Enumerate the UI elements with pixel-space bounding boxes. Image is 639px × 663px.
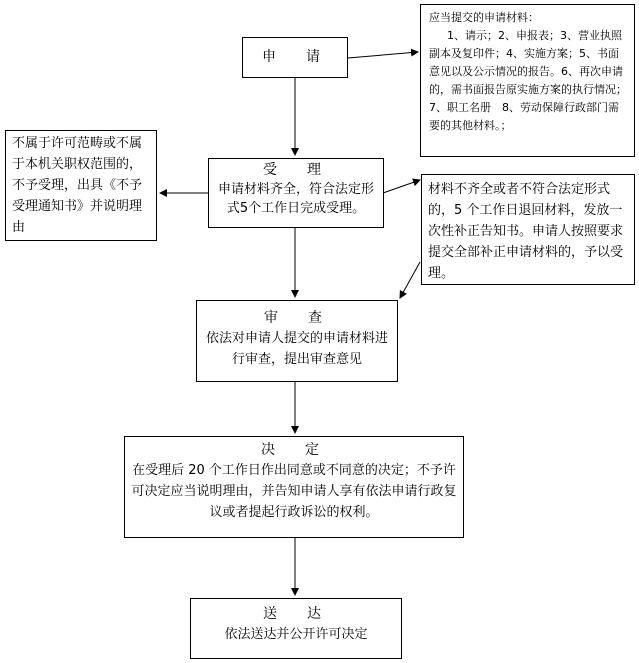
accept-title: 受 理 — [263, 162, 329, 178]
incomplete-box — [421, 174, 635, 285]
review-box — [196, 300, 398, 382]
deliver-title: 送 达 — [263, 606, 329, 622]
decide-box — [124, 436, 464, 538]
accept-box — [208, 158, 384, 228]
arrow-accept-to-incomplete — [383, 180, 420, 193]
materials-heading: 应当提交的申请材料： — [429, 11, 539, 24]
reject-box — [5, 130, 157, 241]
apply-title: 申 请 — [262, 49, 328, 65]
deliver-box — [190, 598, 402, 659]
incomplete-text: 材料不齐全或者不符合法定形式的，5 个工作日退回材料，发放一次性补正告知书。申请人按照要求提交全部补正申请材料的，予以受理。 — [428, 182, 624, 281]
review-title: 审 查 — [264, 310, 330, 326]
accept-text: 申请材料齐全，符合法定形式5个工作日完成受理。 — [217, 182, 374, 216]
arrow-apply-to-materials — [348, 52, 418, 58]
apply-box — [242, 37, 348, 78]
arrow-incomplete-to-review — [400, 262, 420, 298]
reject-text: 不属于许可范畴或不属于本机关职权范围的，不予受理，出具《不予受理通知书》并说明理由 — [12, 136, 143, 235]
deliver-text: 依法送达并公开许可决定 — [224, 627, 368, 642]
decide-text: 在受理后 20 个工作日作出同意或不同意的决定；不予许可决定应当说明理由，并告知申请人享有依法申请行政复议或者提起行政诉讼的权利。 — [131, 463, 457, 520]
materials-body: 1、请示；2、申报表；3、营业执照副本及复印件；4、实施方案；5、书面意见以及公示情况的报告。6、再次申请的，需书面报告原实施方案的执行情况；7、职工名册 8、劳动保障行政部门需要的其他材料。； — [429, 29, 627, 132]
decide-title: 决 定 — [261, 442, 327, 458]
materials-box — [420, 4, 635, 157]
review-text: 依法对申请人提交的申请材料进行审查，提出审查意见 — [205, 331, 388, 367]
